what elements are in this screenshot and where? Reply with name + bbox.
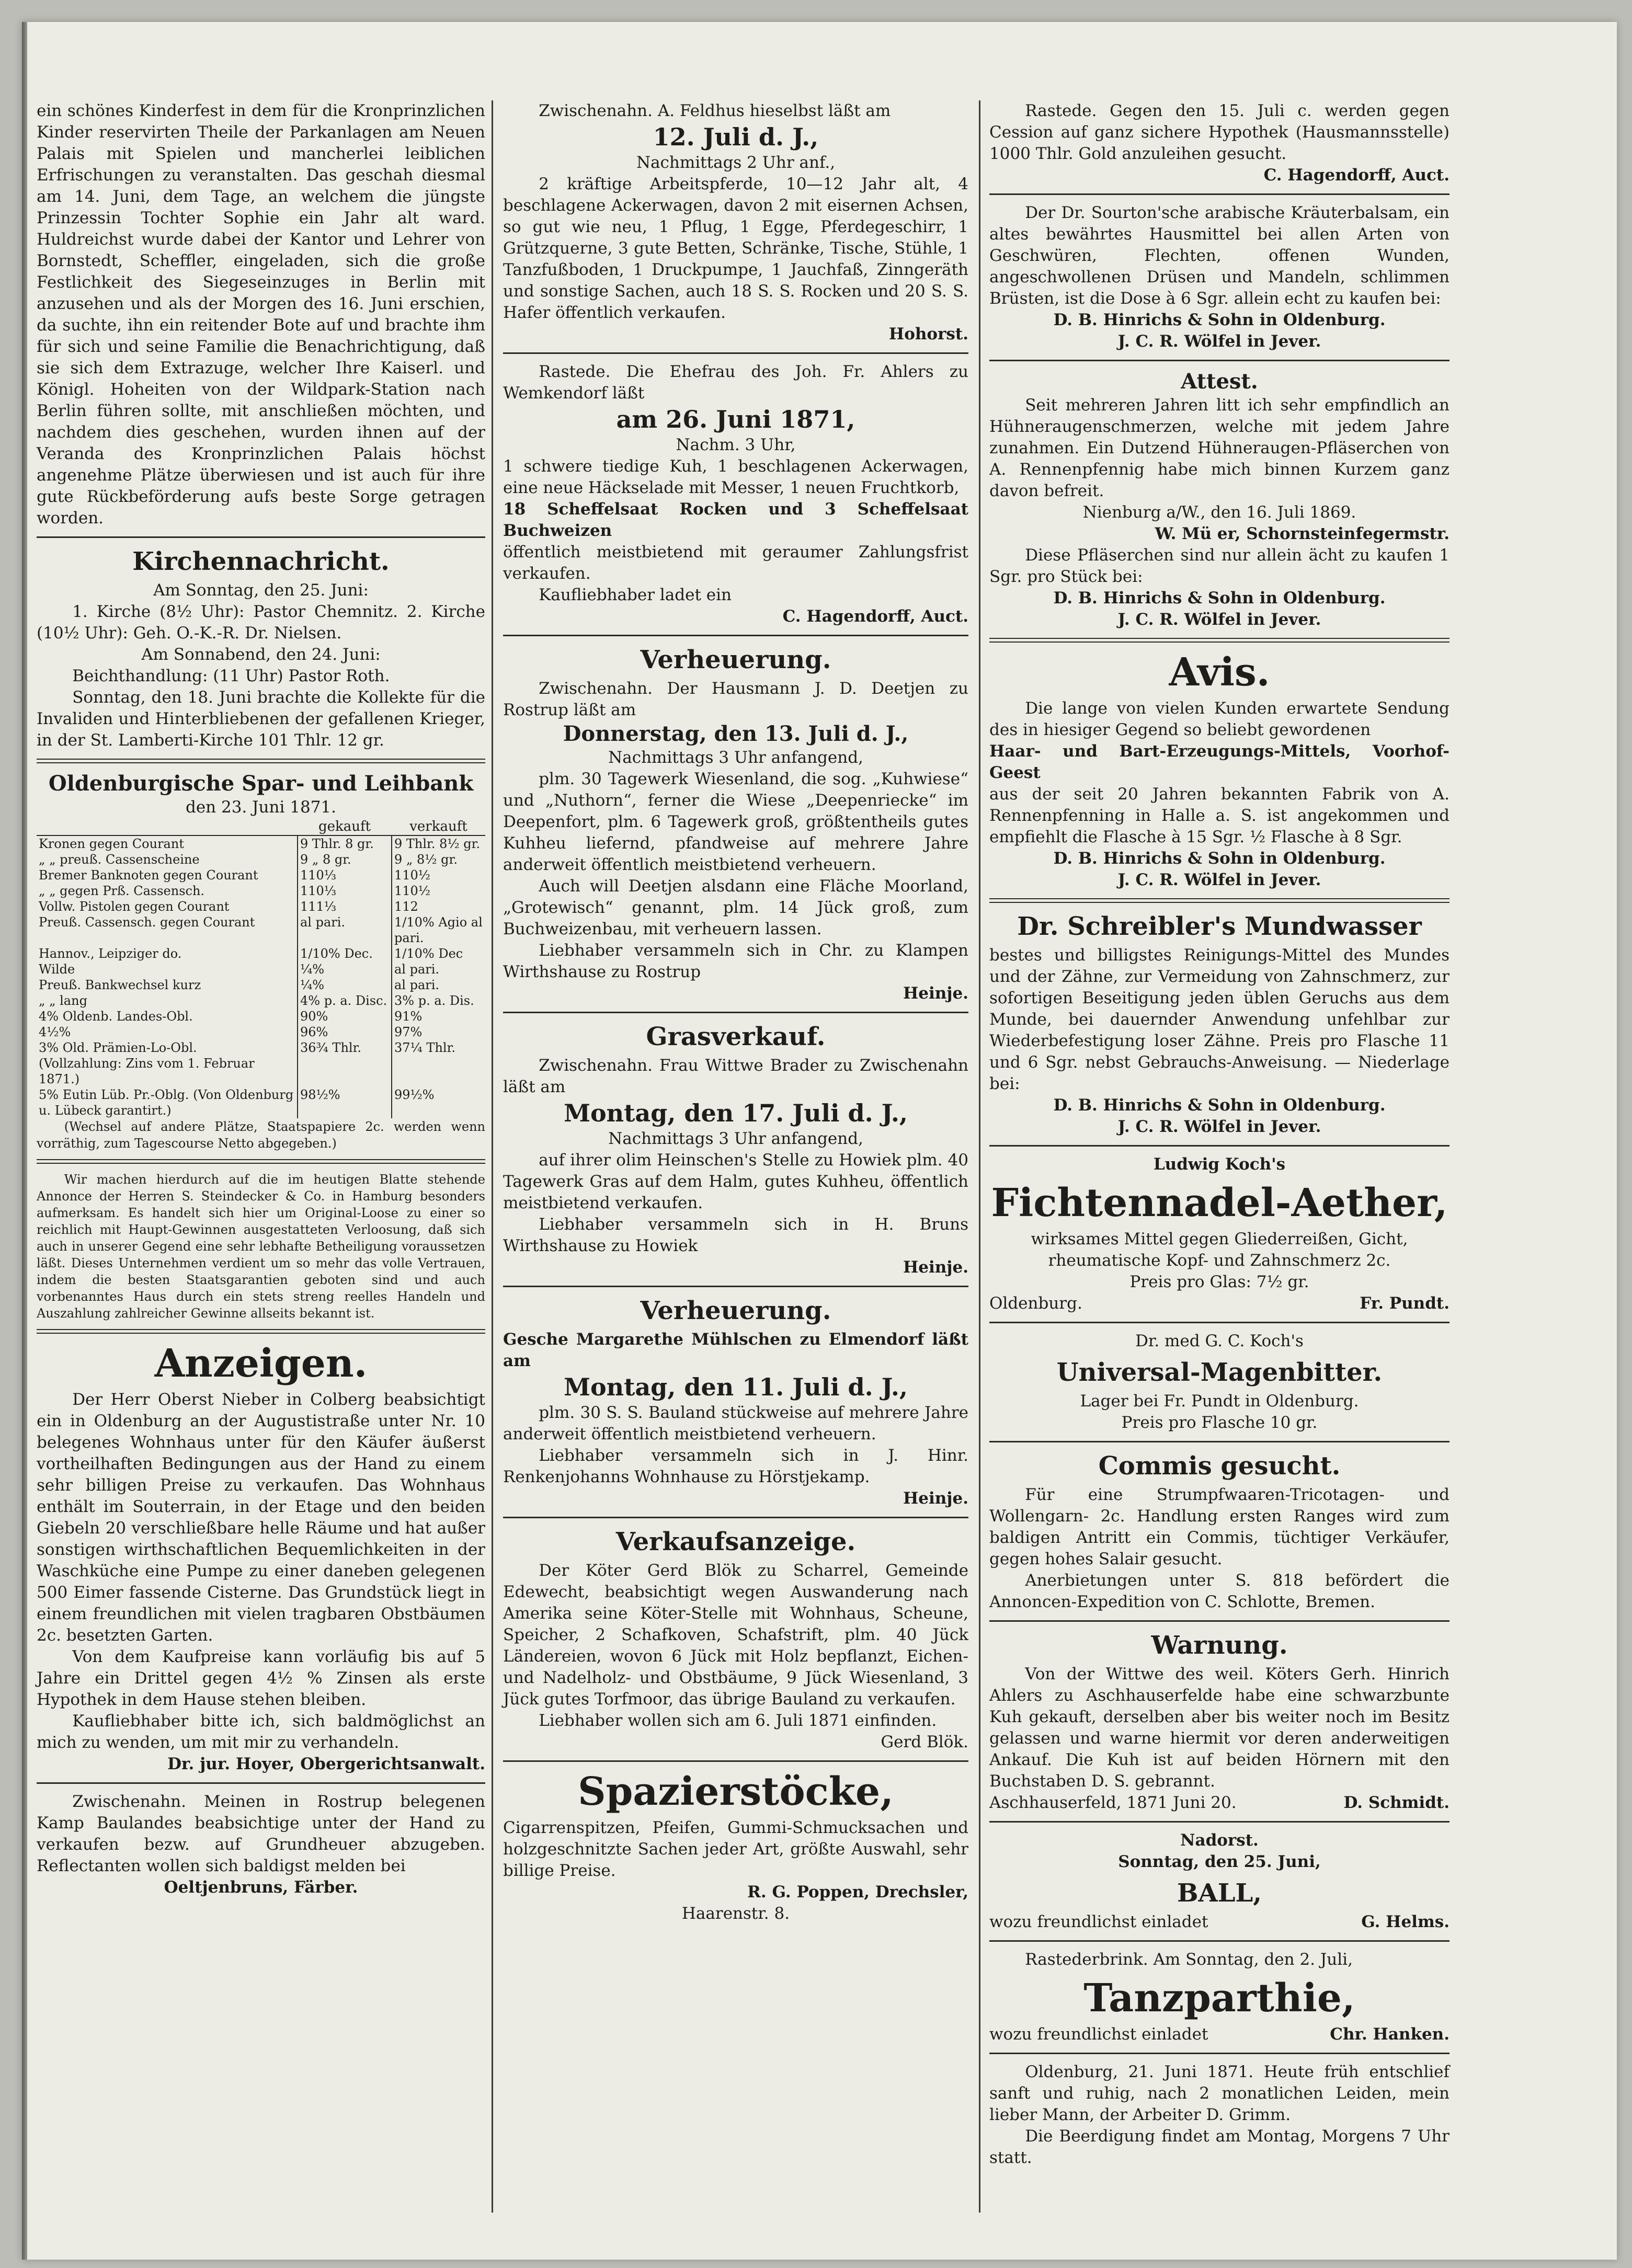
bank-cell-label: Preuß. Cassensch. gegen Courant xyxy=(39,915,255,930)
grass-sale-time: Nachmittags 3 Uhr anfangend, xyxy=(608,1129,863,1148)
bank-row xyxy=(37,899,485,914)
bank-header-bought: gekauft xyxy=(298,818,392,835)
grass-sale-title: Grasverkauf. xyxy=(646,1022,826,1051)
balsam-dealer-2: J. C. R. Wölfel in Jever. xyxy=(1117,332,1321,351)
lease-muehlschen-meeting: Liebhaber versammeln sich in J. Hinr. Renkenjohanns Wohnhause zu Hörstjekamp. xyxy=(503,1446,968,1486)
bank-cell-bought: 1/10% Dec. xyxy=(298,946,392,961)
ether-title: Fichtennadel-Aether, xyxy=(991,1181,1448,1225)
auction-ahlers-items: 1 schwere tiedige Kuh, 1 beschlagenen Ackerwagen, eine neue Häckselade mit Messer, 1 neuen Fruchtkorb, xyxy=(503,457,968,497)
attest-dealer-2: J. C. R. Wölfel in Jever. xyxy=(1117,610,1321,629)
church-notice-title: Kirchennachricht. xyxy=(132,547,390,576)
bank-row xyxy=(37,993,485,1009)
divider xyxy=(989,1145,1450,1147)
newspaper-page xyxy=(22,22,1617,2260)
bank-cell-bought: ¼% xyxy=(298,961,392,977)
attest-title: Attest. xyxy=(1181,369,1258,394)
grass-sale-date: Montag, den 17. Juli d. J., xyxy=(564,1099,908,1127)
dance-title: Tanzparthie, xyxy=(1083,1976,1355,2021)
bank-row xyxy=(37,914,485,946)
grass-sale-intro: Zwischenahn. Frau Wittwe Brader zu Zwischenahn läßt am xyxy=(503,1056,968,1096)
ads-title: Anzeigen. xyxy=(154,1341,368,1386)
auction-ahlers-intro: Rastede. Die Ehefrau des Joh. Fr. Ahlers zu Wemkendorf läßt xyxy=(503,362,968,403)
grass-sale-details: auf ihrer olim Heinschen's Stelle zu Howiek plm. 40 Tagewerk Gras auf dem Halm, gutes Kuhheu, öffentlich meistbietend verkaufen. xyxy=(503,1151,968,1212)
warning-footer xyxy=(989,1792,1450,1814)
divider xyxy=(989,1620,1450,1622)
bank-cell-label: Vollw. Pistolen gegen Courant xyxy=(39,899,230,914)
ether-signature: Fr. Pundt. xyxy=(1360,1294,1450,1313)
bank-cell-sold: 110½ xyxy=(392,883,485,899)
bank-cell-label: 5% Eutin Lüb. Pr.-Oblg. (Von Oldenburg u. Lübeck garantirt.) xyxy=(39,1087,294,1118)
column-divider xyxy=(492,100,493,2213)
lease-muehlschen-date: Montag, den 11. Juli d. J., xyxy=(564,1373,908,1401)
auction-ahlers-grain: 18 Scheffelsaat Rocken und 3 Scheffelsaat Buchweizen xyxy=(503,500,968,540)
mouthwash-text: bestes und billigstes Reinigungs-Mittel des Mundes und der Zähne, zur Vermeidung von Zahnschmerz, zur sofortigen Beseitigung jeden üblen Geruchs aus dem Munde, bei dauernder Anwendung unfehlbar zur Wiederbefestigung loser Zähne. Preis pro Flasche 11 und 6 Sgr. nebst Gebrauchs-Anweisung. — Niederlage bei: xyxy=(989,946,1450,1093)
bank-cell-label: „ „ preuß. Cassenscheine xyxy=(39,852,200,867)
avis-details: aus der seit 20 Jahren bekannten Fabrik von A. Rennenpfenning in Halle a. S. ist angekommen und empfiehlt die Flasche à 15 Sgr. ½ Flasche à 8 Sgr. xyxy=(989,785,1450,846)
mortgage-signature: C. Hagendorff, Auct. xyxy=(1263,166,1450,185)
bank-cell-bought: 110⅓ xyxy=(298,883,392,899)
bank-row xyxy=(37,1040,485,1056)
divider xyxy=(37,1329,485,1334)
bank-cell-sold xyxy=(392,1056,485,1087)
bank-row xyxy=(37,1009,485,1024)
sale-notice-signature: Gerd Blök. xyxy=(881,1733,968,1751)
auction-feldhus-time: Nachmittags 2 Uhr anf., xyxy=(636,153,836,172)
bitters-title: Universal-Magenbitter. xyxy=(1056,1358,1383,1387)
divider xyxy=(503,1517,968,1518)
lease-deetjen-moor: Auch will Deetjen alsdann eine Fläche Moorland, „Grotewisch“ genannt, plm. 14 Jück groß, zum Buchweizenbau, mit verheuern lassen. xyxy=(503,877,968,938)
bank-cell-label: 4% Oldenb. Landes-Obl. xyxy=(39,1009,193,1024)
bank-cell-sold: al pari. xyxy=(392,977,485,993)
dance-intro: Rastederbrink. Am Sonntag, den 2. Juli, xyxy=(1025,1950,1353,1969)
warning-text: Von der Wittwe des weil. Köters Gerh. Hinrich Ahlers zu Aschhauserfelde habe eine schwarzbunte Kuh gekauft, derselben aber bis weiter noch im Besitz gelassen und warne hiermit vor deren anderweitigen Ankauf. Die Kuh ist auf beiden Hörnern mit den Buchstaben D. S. gebrannt. xyxy=(989,1665,1450,1791)
church-services: 1. Kirche (8½ Uhr): Pastor Chemnitz. 2. Kirche (10½ Uhr): Geh. O.-K.-R. Dr. Nielsen. xyxy=(37,602,485,643)
mouthwash-dealer-1: D. B. Hinrichs & Sohn in Oldenburg. xyxy=(1053,1096,1386,1115)
divider xyxy=(37,759,485,763)
attest-sales-note: Diese Pfläserchen sind nur allein ächt zu kaufen 1 Sgr. pro Stück bei: xyxy=(989,546,1450,586)
bank-cell-sold: 37¼ Thlr. xyxy=(392,1040,485,1056)
walking-sticks-text: Cigarrenspitzen, Pfeifen, Gummi-Schmucksachen und holzgeschnitzte Sachen jeder Art, größte Auswahl, sehr billige Preise. xyxy=(503,1818,968,1880)
lease-deetjen-time: Nachmittags 3 Uhr anfangend, xyxy=(608,748,863,767)
bank-cell-bought: 110⅓ xyxy=(298,867,392,883)
divider xyxy=(989,360,1450,361)
bank-cell-label: Hannov., Leipziger do. xyxy=(39,946,182,961)
church-date: Am Sonntag, den 25. Juni: xyxy=(153,581,369,600)
ether-price: Preis pro Glas: 7½ gr. xyxy=(1129,1273,1309,1291)
house-sale-signature: Dr. jur. Hoyer, Obergerichtsanwalt. xyxy=(167,1755,485,1773)
warning-signature: D. Schmidt. xyxy=(1343,1793,1450,1812)
bank-cell-label: „ „ gegen Prß. Cassensch. xyxy=(39,884,205,898)
bank-row xyxy=(37,1024,485,1040)
intro-article: ein schönes Kinderfest in dem für die Kronprinzlichen Kinder reservirten Theile der Parkanlagen am Neuen Palais mit Spielen und mancherlei leiblichen Erfrischungen zu veranstalten. Das geschah diesmal am 14. Juni, dem Tage, an welchem die jüngste Prinzessin Tochter Sophie ein Jahr alt ward. Huldreichst wurde dabei der Kantor und Lehrer von Bornstedt, Scheffler, eingeladen, sich die große Festlichkeit des Siegeseinzuges in Berlin mit anzusehen und als der Morgen des 16. Juni erschien, da suchte, ihn ein reitender Bote auf und brachte ihm für sich und seine Familie die Benachrichtigung, daß sie sich dem Extrazuge, welcher Ihre Kaiserl. und Königl. Hoheiten von der Wildpark-Station nach Berlin führen sollte, mit anschließen möchten, und nachdem dies geschehen, wurden ihnen auf der Veranda des Kronprinzlichen Palais höchst angenehme Plätze überwiesen und ist auch für ihre gute Rückbeförderung aufs beste Sorge getragen worden. xyxy=(37,101,485,528)
church-confession: Beichthandlung: (11 Uhr) Pastor Roth. xyxy=(72,667,390,685)
lease-deetjen-intro: Zwischenahn. Der Hausmann J. D. Deetjen zu Rostrup läßt am xyxy=(503,679,968,719)
divider xyxy=(989,2053,1450,2054)
column-1 xyxy=(37,100,485,1898)
sale-notice-date: Liebhaber wollen sich am 6. Juli 1871 einfinden. xyxy=(539,1711,937,1730)
clerk-wanted-contact: Anerbietungen unter S. 818 befördert die Annoncen-Expedition von C. Schlotte, Bremen. xyxy=(989,1571,1450,1611)
bank-title: Oldenburgische Spar- und Leihbank xyxy=(48,771,474,796)
ether-text: wirksames Mittel gegen Gliederreißen, Gicht, rheumatische Kopf- und Zahnschmerz 2c. xyxy=(1031,1230,1408,1270)
bank-row xyxy=(37,867,485,883)
bank-cell-sold: 9 Thlr. 8½ gr. xyxy=(392,835,485,852)
walking-sticks-title: Spazierstöcke, xyxy=(578,1769,894,1814)
lease-muehlschen-land: plm. 30 S. S. Bauland stückweise auf mehrere Jahre anderweit öffentlich meistbietend verheuern. xyxy=(503,1403,968,1444)
avis-dealer-2: J. C. R. Wölfel in Jever. xyxy=(1117,870,1321,889)
auction-feldhus-date: 12. Juli d. J., xyxy=(653,123,819,151)
walking-sticks-signature: R. G. Poppen, Drechsler, xyxy=(747,1883,968,1902)
church-date-2: Am Sonnabend, den 24. Juni: xyxy=(141,645,381,664)
bank-cell-bought: 36¾ Thlr. xyxy=(298,1040,392,1056)
bank-cell-bought: 9 „ 8 gr. xyxy=(298,852,392,867)
lease-deetjen-signature: Heinje. xyxy=(903,984,968,1003)
divider xyxy=(989,1940,1450,1942)
divider xyxy=(989,1441,1450,1442)
divider xyxy=(989,638,1450,643)
bank-row xyxy=(37,883,485,899)
lease-deetjen-land: plm. 30 Tagewerk Wiesenland, die sog. „Kuhwiese“ und „Nuthorn“, ferner die Wiese „Deepenriecke“ im Deepenfort, plm. 6 Tagewerk groß, größtentheils gutes Kuhheu liefernd, pfandweise auf mehrere Jahre anderweit öffentlich meistbietend verheuern. xyxy=(503,770,968,874)
bank-cell-sold: 112 xyxy=(392,899,485,914)
divider xyxy=(503,1286,968,1287)
lease-deetjen-date: Donnerstag, den 13. Juli d. J., xyxy=(563,721,909,746)
bank-row xyxy=(37,1056,485,1087)
bank-date: den 23. Juni 1871. xyxy=(185,798,337,817)
ball-title: BALL, xyxy=(1177,1878,1262,1908)
ether-brand: Ludwig Koch's xyxy=(1153,1155,1286,1174)
warning-title: Warnung. xyxy=(1151,1631,1288,1660)
house-sale-terms: Von dem Kaufpreise kann vorläufig bis auf 5 Jahre ein Drittel gegen 4½ % Zinsen als erste Hypothek in dem Hause stehen bleiben. xyxy=(37,1647,485,1709)
bank-cell-sold: 9 „ 8½ gr. xyxy=(392,852,485,867)
divider xyxy=(37,536,485,538)
bank-cell-bought: 9 Thlr. 8 gr. xyxy=(298,835,392,852)
balsam-dealer-1: D. B. Hinrichs & Sohn in Oldenburg. xyxy=(1053,311,1386,329)
ball-invite: wozu freundlichst einladet xyxy=(989,1912,1208,1931)
lottery-notice: Wir machen hierdurch auf die im heutigen Blatte stehende Annonce der Herren S. Steindecker & Co. in Hamburg besonders aufmerksam. Es handelt sich hier um Original-Loose zu einer so reichlich mit Haupt-Gewinnen ausgestatteten Verloosung, daß sich auch in unserer Gegend eine sehr lebhafte Betheiligung voraussetzen läßt. Dieses Unternehmen verdient um so mehr das volle Vertrauen, indem die besten Staatsgarantien geboten sind und auch vorbenanntes Haus durch ein stets streng reelles Handeln und Auszahlung zahlreicher Gewinne allseits bekannt ist. xyxy=(37,1172,485,1321)
divider xyxy=(503,1012,968,1013)
column-2 xyxy=(503,100,968,1925)
ether-place: Oldenburg. xyxy=(989,1294,1082,1313)
auction-ahlers-invite: Kaufliebhaber ladet ein xyxy=(539,586,732,604)
funeral-notice: Die Beerdigung findet am Montag, Morgens 7 Uhr statt. xyxy=(989,2127,1450,2167)
bank-cell-sold: 99½% xyxy=(392,1087,485,1118)
ball-place: Nadorst. xyxy=(1180,1831,1259,1850)
bitters-price: Preis pro Flasche 10 gr. xyxy=(1121,1413,1318,1432)
mouthwash-title: Dr. Schreibler's Mundwasser xyxy=(1017,912,1422,941)
bank-cell-sold: 1/10% Dec xyxy=(392,946,485,961)
bank-cell-sold: 110½ xyxy=(392,867,485,883)
bank-cell-bought: 111⅓ xyxy=(298,899,392,914)
bank-cell-label: Wilde xyxy=(39,962,75,977)
bank-row xyxy=(37,852,485,867)
attest-dealer-1: D. B. Hinrichs & Sohn in Oldenburg. xyxy=(1053,589,1386,608)
walking-sticks-address: Haarenstr. 8. xyxy=(681,1904,790,1923)
binding-edge xyxy=(22,22,27,2260)
mortgage-ad: Rastede. Gegen den 15. Juli c. werden gegen Cession auf ganz sichere Hypothek (Hausmannsstelle) 1000 Thlr. Gold anzuleihen gesucht. xyxy=(989,101,1450,163)
divider xyxy=(989,1322,1450,1323)
bank-row xyxy=(37,835,485,852)
avis-dealer-1: D. B. Hinrichs & Sohn in Oldenburg. xyxy=(1053,849,1386,868)
church-collection: Sonntag, den 18. Juni brachte die Kollekte für die Invaliden und Hinterbliebenen der gefallenen Krieger, in der St. Lamberti-Kirche 101 Thlr. 12 gr. xyxy=(37,688,485,750)
auction-feldhus-signature: Hohorst. xyxy=(888,325,968,343)
bitters-text: Lager bei Fr. Pundt in Oldenburg. xyxy=(1080,1392,1359,1411)
lease-muehlschen-signature: Heinje. xyxy=(903,1489,968,1508)
auction-ahlers-date: am 26. Juni 1871, xyxy=(616,405,855,433)
divider xyxy=(503,635,968,636)
house-sale-contact: Kaufliebhaber bitte ich, sich baldmöglichst an mich zu wenden, um mit mir zu verhandeln. xyxy=(37,1712,485,1752)
bank-cell-sold: 3% p. a. Dis. xyxy=(392,993,485,1009)
land-sale-signature: Oeltjenbruns, Färber. xyxy=(164,1878,358,1897)
sale-notice-text: Der Köter Gerd Blök zu Scharrel, Gemeinde Edewecht, beabsichtigt wegen Auswanderung nach Amerika seine Köter-Stelle mit Wohnhaus, Scheune, Speicher, 2 Schafkoven, Schafstrift, plm. 40 Jück Ländereien, wovon 6 Jück mit Holz bepflanzt, Eichen- und Nadelholz- und Obstbäume, 9 Jück Wiesenland, 3 Jück gutes Torfmoor, das übrige Bauland zu verkaufen. xyxy=(503,1561,968,1709)
dance-signature: Chr. Hanken. xyxy=(1330,2025,1450,2044)
ether-footer xyxy=(989,1293,1450,1314)
auction-ahlers-time: Nachm. 3 Uhr, xyxy=(676,436,796,454)
column-divider xyxy=(979,100,980,2213)
column-3 xyxy=(989,100,1450,2169)
auction-feldhus-items: 2 kräftige Arbeitspferde, 10—12 Jahr alt, 4 beschlagene Ackerwagen, davon 2 mit eisernen Achsen, so gut wie neu, 1 Pflug, 1 Egge, Pferdegeschirr, 1 Grützquerne, 3 gute Betten, Schränke, Tische, Stühle, 1 Tanzfußboden, 1 Druckpumpe, 1 Jauchfaß, Zinngeräth und sonstige Sachen, auch 18 S. S. Rocken und 20 S. S. Hafer öffentlich verkaufen. xyxy=(503,175,968,322)
ball-signature: G. Helms. xyxy=(1361,1912,1450,1931)
bank-cell-label: Preuß. Bankwechsel kurz xyxy=(39,978,201,992)
death-notice: Oldenburg, 21. Juni 1871. Heute früh entschlief sanft und ruhig, nach 2 monatlichen Leiden, mein lieber Mann, der Arbeiter D. Grimm. xyxy=(989,2063,1450,2124)
bank-cell-sold: 1/10% Agio al pari. xyxy=(392,914,485,946)
auction-ahlers-terms: öffentlich meistbietend mit geraumer Zahlungsfrist verkaufen. xyxy=(503,543,968,583)
bank-cell-label: (Vollzahlung: Zins vom 1. Februar 1871.) xyxy=(39,1056,255,1086)
avis-product: Haar- und Bart-Erzeugungs-Mittels, Voorhof-Geest xyxy=(989,742,1450,782)
bank-cell-bought: 98½% xyxy=(298,1087,392,1118)
bank-cell-label: 3% Old. Prämien-Lo-Obl. xyxy=(39,1040,197,1055)
ball-footer xyxy=(989,1911,1450,1933)
bank-rates-table xyxy=(37,818,485,1118)
lease-muehlschen-intro: Gesche Margarethe Mühlschen zu Elmendorf läßt am xyxy=(503,1330,968,1370)
dance-invite: wozu freundlichst einladet xyxy=(989,2025,1208,2044)
warning-place: Aschhauserfeld, 1871 Juni 20. xyxy=(989,1793,1237,1812)
bank-cell-label: Kronen gegen Courant xyxy=(39,837,184,851)
divider xyxy=(503,1760,968,1762)
clerk-wanted-text: Für eine Strumpfwaaren-Tricotagen- und Wollengarn- 2c. Handlung ersten Ranges wird zum baldigen Antritt ein Commis, tüchtiger Verkäufer, gegen hohes Salair gesucht. xyxy=(989,1485,1450,1568)
bank-cell-label: 4½% xyxy=(39,1025,71,1039)
divider xyxy=(989,193,1450,195)
bank-cell-bought: 4% p. a. Disc. xyxy=(298,993,392,1009)
grass-sale-signature: Heinje. xyxy=(903,1258,968,1277)
avis-title: Avis. xyxy=(1169,650,1270,695)
attest-place: Nienburg a/W., den 16. Juli 1869. xyxy=(1082,503,1356,522)
bank-cell-sold: 91% xyxy=(392,1009,485,1024)
dance-footer xyxy=(989,2024,1450,2045)
bank-cell-bought xyxy=(298,1056,392,1087)
bitters-brand: Dr. med G. C. Koch's xyxy=(1135,1332,1304,1350)
sale-notice-title: Verkaufsanzeige. xyxy=(615,1527,856,1556)
bank-cell-label: „ „ lang xyxy=(39,993,87,1008)
land-sale-ad: Zwischenahn. Meinen in Rostrup belegenen Kamp Baulandes beabsichtige unter der Hand zu verkaufen bezw. auf Grundheuer abzugeben. Reflectanten wollen sich baldigst melden bei xyxy=(37,1792,485,1875)
lease-deetjen-title: Verheuerung. xyxy=(640,645,831,674)
bank-cell-label: Bremer Banknoten gegen Courant xyxy=(39,868,258,883)
bank-cell-bought: ¼% xyxy=(298,977,392,993)
bank-cell-bought: 96% xyxy=(298,1024,392,1040)
balsam-ad: Der Dr. Sourton'sche arabische Kräuterbalsam, ein altes bewährtes Hausmittel bei allen Arten von Geschwüren, Flechten, offenen Wunden, angeschwollenen Drüsen und Mandeln, schlimmen Brüsten, ist die Dose à 6 Sgr. allein echt zu kaufen bei: xyxy=(989,203,1450,308)
bank-row xyxy=(37,961,485,977)
bank-note: (Wechsel auf andere Plätze, Staatspapiere 2c. werden wenn vorräthig, zum Tagescourse Netto abgegeben.) xyxy=(37,1119,485,1151)
house-sale-ad: Der Herr Oberst Nieber in Colberg beabsichtigt ein in Oldenburg an der Augustistraße unter Nr. 10 belegenes Wohnhaus unter für den Käufer äußerst vortheilhaften Bedingungen aus der Hand zu einem sehr billigen Preise zu verkaufen. Das Wohnhaus enthält im Souterrain, in der Etage und den beiden Giebeln 20 verschließbare helle Räume und hat außer sonstigen wirthschaftlichen Bequemlichkeiten in der Waschküche eine Pumpe zu einer daneben gelegenen 500 Eimer fassende Cisterne. Das Grundstück liegt in einem freundlichen mit vielen tragbaren Obstbäumen 2c. besetzten Garten. xyxy=(37,1390,485,1645)
grass-sale-meeting: Liebhaber versammeln sich in H. Bruns Wirthshause zu Howiek xyxy=(503,1215,968,1255)
auction-feldhus-intro: Zwischenahn. A. Feldhus hieselbst läßt am xyxy=(539,101,891,120)
lease-muehlschen-title: Verheuerung. xyxy=(640,1296,831,1325)
lease-deetjen-meeting: Liebhaber versammeln sich in Chr. zu Klampen Wirthshause zu Rostrup xyxy=(503,941,968,981)
attest-text: Seit mehreren Jahren litt ich sehr empfindlich an Hühneraugenschmerzen, welche mit jedem Jahre zunahmen. Ein Dutzend Hühneraugen-Pfläserchen von A. Rennenpfennig habe mich binnen Kurzem ganz davon befreit. xyxy=(989,396,1450,500)
divider xyxy=(37,1782,485,1784)
bank-row xyxy=(37,977,485,993)
bank-cell-sold: 97% xyxy=(392,1024,485,1040)
attest-signature: W. Mü er, Schornsteinfegermstr. xyxy=(1155,524,1450,543)
mouthwash-dealer-2: J. C. R. Wölfel in Jever. xyxy=(1117,1117,1321,1136)
bank-cell-bought: al pari. xyxy=(298,914,392,946)
divider xyxy=(37,1159,485,1164)
bank-row xyxy=(37,1087,485,1118)
divider xyxy=(989,1821,1450,1823)
bank-cell-bought: 90% xyxy=(298,1009,392,1024)
bank-row xyxy=(37,946,485,961)
avis-text: Die lange von vielen Kunden erwartete Sendung des in hiesiger Gegend so beliebt gewordenen xyxy=(989,699,1450,739)
divider xyxy=(503,352,968,354)
ball-date: Sonntag, den 25. Juni, xyxy=(1118,1852,1321,1871)
bank-cell-sold: al pari. xyxy=(392,961,485,977)
bank-header-sold: verkauft xyxy=(392,818,485,835)
auction-ahlers-signature: C. Hagendorff, Auct. xyxy=(782,607,968,626)
divider xyxy=(989,898,1450,903)
clerk-wanted-title: Commis gesucht. xyxy=(1098,1451,1341,1481)
